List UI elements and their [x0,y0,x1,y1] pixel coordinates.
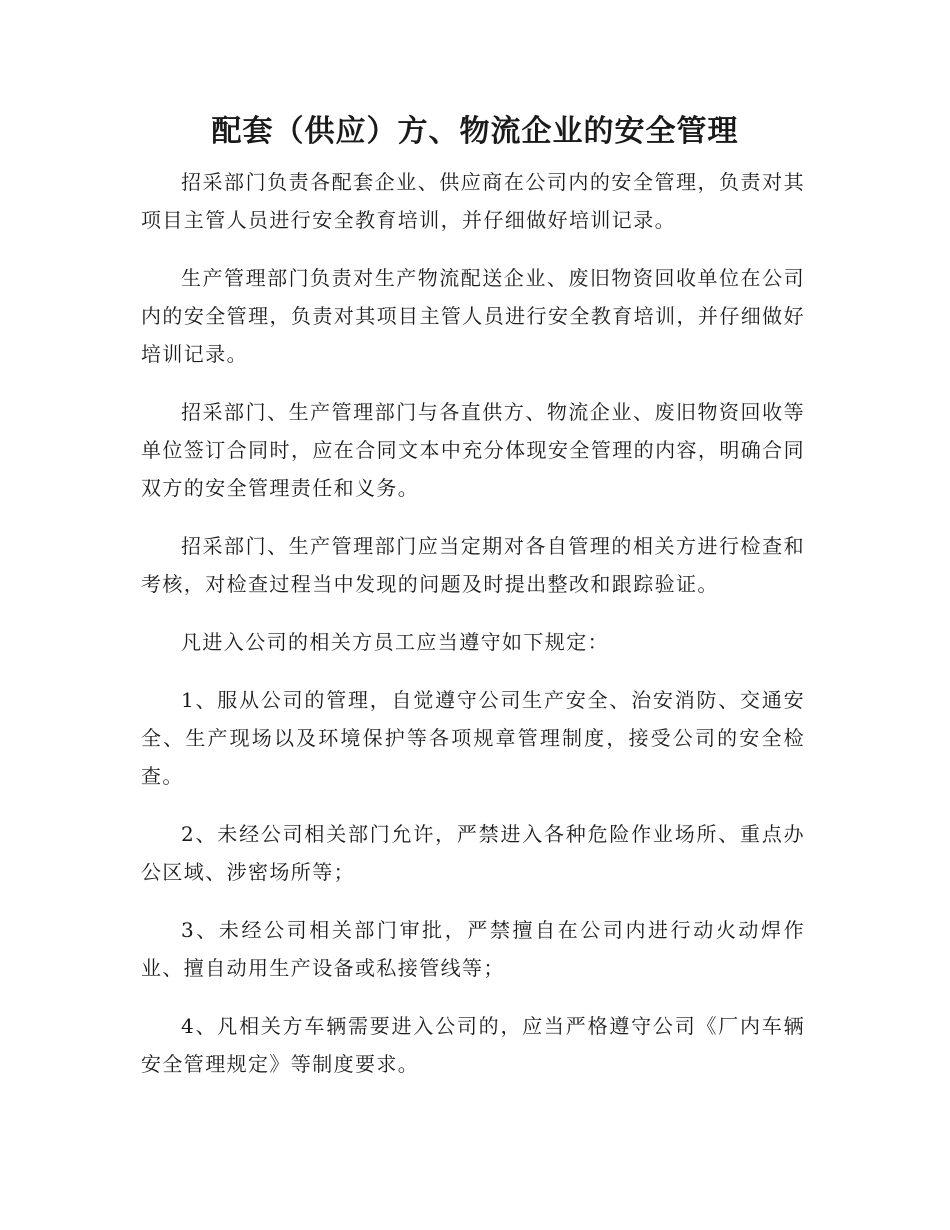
paragraph-2: 生产管理部门负责对生产物流配送企业、废旧物资回收单位在公司内的安全管理，负责对其项目主管人员进行安全教育培训，并仔细做好培训记录。 [141,266,805,366]
rule-item-3: 3、未经公司相关部门审批，严禁擅自在公司内进行动火动焊作业、擅自动用生产设备或私接管线等； [141,918,805,980]
paragraph-4: 招采部门、生产管理部门应当定期对各自管理的相关方进行检查和考核，对检查过程当中发现的问题及时提出整改和跟踪验证。 [141,534,805,596]
paragraph-5: 凡进入公司的相关方员工应当遵守如下规定： [181,630,609,654]
rule-item-1: 1、服从公司的管理，自觉遵守公司生产安全、治安消防、交通安全、生产现场以及环境保护等各项规章管理制度，接受公司的安全检查。 [141,688,805,788]
rule-item-4: 4、凡相关方车辆需要进入公司的，应当严格遵守公司《厂内车辆安全管理规定》等制度要求。 [141,1014,805,1076]
document-title: 配套（供应）方、物流企业的安全管理 [211,114,739,149]
document-body [141,163,805,1103]
paragraph-3: 招采部门、生产管理部门与各直供方、物流企业、废旧物资回收等单位签订合同时，应在合同文本中充分体现安全管理的内容，明确合同双方的安全管理责任和义务。 [141,400,805,500]
rule-item-2: 2、未经公司相关部门允许，严禁进入各种危险作业场所、重点办公区域、涉密场所等； [141,822,805,884]
paragraph-1: 招采部门负责各配套企业、供应商在公司内的安全管理，负责对其项目主管人员进行安全教育培训，并仔细做好培训记录。 [141,170,805,232]
